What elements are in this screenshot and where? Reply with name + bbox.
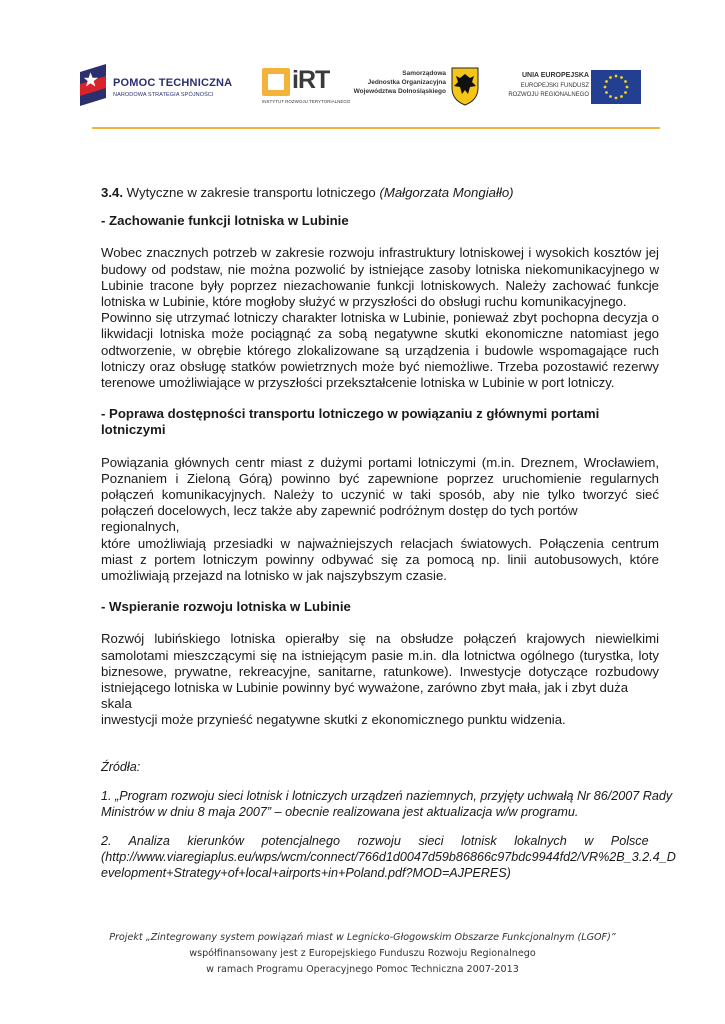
text-line: inwestycji może przynieść negatywne skutki z ekonomicznego punktu widzenia. <box>101 712 566 728</box>
sjo-line: Województwa Dolnośląskiego <box>353 88 446 95</box>
pomoc-techniczna-mark-icon <box>80 64 106 106</box>
subsection-heading <box>101 406 659 438</box>
text-line: Wobec znacznych potrzeb w zakresie rozwoju infrastruktury lotniskowej i wysokich kosztów jej <box>101 245 659 261</box>
section-author: (Małgorzata Mongiałło) <box>379 185 514 200</box>
ue-line: ROZWOJU REGIONALNEGO <box>508 92 589 98</box>
source-line: 2. Analiza kierunków potencjalnego rozwoju sieci lotnisk lokalnych w Polsce <box>101 833 649 848</box>
sjo-line: Jednostka Organizacyjna <box>367 79 446 86</box>
text-line: lotniska w Lubinie, które mogłoby służyć w przyszłości do obsługi ruchu komunikacyjnego. <box>101 294 627 310</box>
text-line: Lubinie tracone były poprzez niezachowanie funkcji lotniskowych. Należy zachować funkcje <box>101 277 659 293</box>
text-line: lotniczy oraz obsługę statków powietrznych może być niemożliwe. Trzeba pozostawić rezerwy <box>101 358 659 374</box>
eu-flag-icon <box>591 70 641 104</box>
page-header <box>0 0 725 130</box>
source-line: Ministrów w dniu 8 maja 2007” – obecnie realizowana jest aktualizacja w/w programu. <box>101 804 579 819</box>
text-line: umożliwiają przejazd na lotnisko w jak najszybszym czasie. <box>101 568 447 584</box>
irt-wordmark: iRT <box>292 66 330 94</box>
source-item <box>101 833 676 881</box>
irt-subtitle: INSTYTUT ROZWOJU TERYTORIALNEGO <box>262 99 351 104</box>
coat-of-arms-icon <box>450 66 480 106</box>
text-line: miast z portem lotniczym powinny odbywać się za pomocą np. linii autobusowych, które <box>101 551 659 567</box>
text-line: które umożliwiają przesiadki w najważniejszych relacjach światowych. Połączenia centrum <box>101 535 659 551</box>
source-line: 1. „Program rozwoju sieci lotnisk i lotniczych urządzeń naziemnych, przyjęty uchwałą Nr 86/2007 Rady <box>101 788 673 803</box>
text-line: biznesowe, prywatne, rekreacyjne, sanitarne, ratunkowe). Inwestycje dotyczące rozbudowy <box>101 663 659 679</box>
subsection-heading: - Zachowanie funkcji lotniska w Lubinie <box>101 213 349 229</box>
sources <box>101 759 676 881</box>
section-title-text: Wytyczne w zakresie transportu lotniczego <box>126 185 376 200</box>
text-line: budowy od podstaw, nie można pozwolić by istniejące zasoby lotniska niekomunikacyjnego w <box>101 261 659 277</box>
ue-line: EUROPEJSKI FUNDUSZ <box>520 83 589 89</box>
section-title <box>101 185 659 201</box>
paragraph <box>101 245 659 391</box>
document-body <box>101 185 676 881</box>
source-line: (http://www.viaregiaplus.eu/wps/wcm/connect/766d1d0047d59b86866c97bdc9944fd2/VR%2B_3.2.4_D <box>101 849 676 864</box>
text-line: połączeń komunikacyjnych. Należy to uczynić w taki sposób, aby nie tylko tworzyć sieć <box>101 487 659 503</box>
sjo-logo <box>353 66 490 110</box>
text-line: terenowe umożliwiające w przyszłości przekształcenie lotniska w Lubinie w port lotniczy. <box>101 375 615 391</box>
pomoc-techniczna-logo <box>80 62 250 108</box>
text-line: likwidacji lotniska może pociągnąć za sobą negatywne skutki ekonomiczne natomiast jego <box>101 326 659 342</box>
section-number: 3.4. <box>101 185 123 200</box>
text-line: Rozwój lubińskiego lotniska opierałby się na obsłudze połączeń krajowych niewielkimi <box>101 631 659 647</box>
footer-line: Projekt „Zintegrowany system powiązań miast w Legnicko-Głogowskim Obszarze Funkcjonalnym (LGOF)” <box>109 932 616 943</box>
pomoc-techniczna-subtitle: NARODOWA STRATEGIA SPÓJNOŚCI <box>113 92 214 98</box>
text-line: Powiązania głównych centr miast z dużymi portami lotniczymi (m.in. Dreznem, Wrocławiem, <box>101 454 659 470</box>
paragraph <box>101 631 659 728</box>
footer-line: w ramach Programu Operacyjnego Pomoc Techniczna 2007-2013 <box>206 964 519 975</box>
irt-logo <box>262 66 351 106</box>
paragraph <box>101 455 659 585</box>
header-divider <box>92 127 660 129</box>
text-line: odtworzenie, w obrębie którego zlokalizowane są urządzenia i budowle wspomagające ruch <box>101 342 659 358</box>
sources-label: Źródła: <box>101 759 141 774</box>
text-line: Poznaniem i Zieloną Górą) powinno być zapewnione poprzez uruchomienie regularnych <box>101 470 659 486</box>
page-footer <box>0 930 725 978</box>
text-line: samolotami mieszczącymi się na istniejącym pasie m.in. dla lotnictwa ogólnego (turystka, loty <box>101 647 659 663</box>
text-line: Powinno się utrzymać lotniczy charakter lotniska w Lubinie, ponieważ zbyt pochopna decyzja o <box>101 310 659 326</box>
irt-box-icon <box>262 68 290 96</box>
sjo-line: Samorządowa <box>402 70 446 77</box>
footer-line: współfinansowany jest z Europejskiego Funduszu Rozwoju Regionalnego <box>189 948 536 959</box>
text-line: połączeń docelowych, lecz także aby zapewnić podróżnym dostęp do tych portów regionalnych, <box>101 503 578 535</box>
heading-line: - Poprawa dostępności transportu lotniczego w powiązaniu z głównymi portami <box>101 406 600 422</box>
ue-line: UNIA EUROPEJSKA <box>521 72 589 79</box>
pomoc-techniczna-title: POMOC TECHNICZNA <box>113 77 233 89</box>
text-line: istniejącego lotniska w Lubinie powinny być wyważone, zarówno zbyt mała, jak i zbyt duża skala <box>101 680 629 712</box>
subsection-heading: - Wspieranie rozwoju lotniska w Lubinie <box>101 599 351 615</box>
source-line: evelopment+Strategy+of+local+airports+in+Poland.pdf?MOD=AJPERES) <box>101 865 511 880</box>
heading-line: lotniczymi <box>101 422 166 438</box>
source-item <box>101 788 673 820</box>
ue-logo <box>508 70 665 110</box>
